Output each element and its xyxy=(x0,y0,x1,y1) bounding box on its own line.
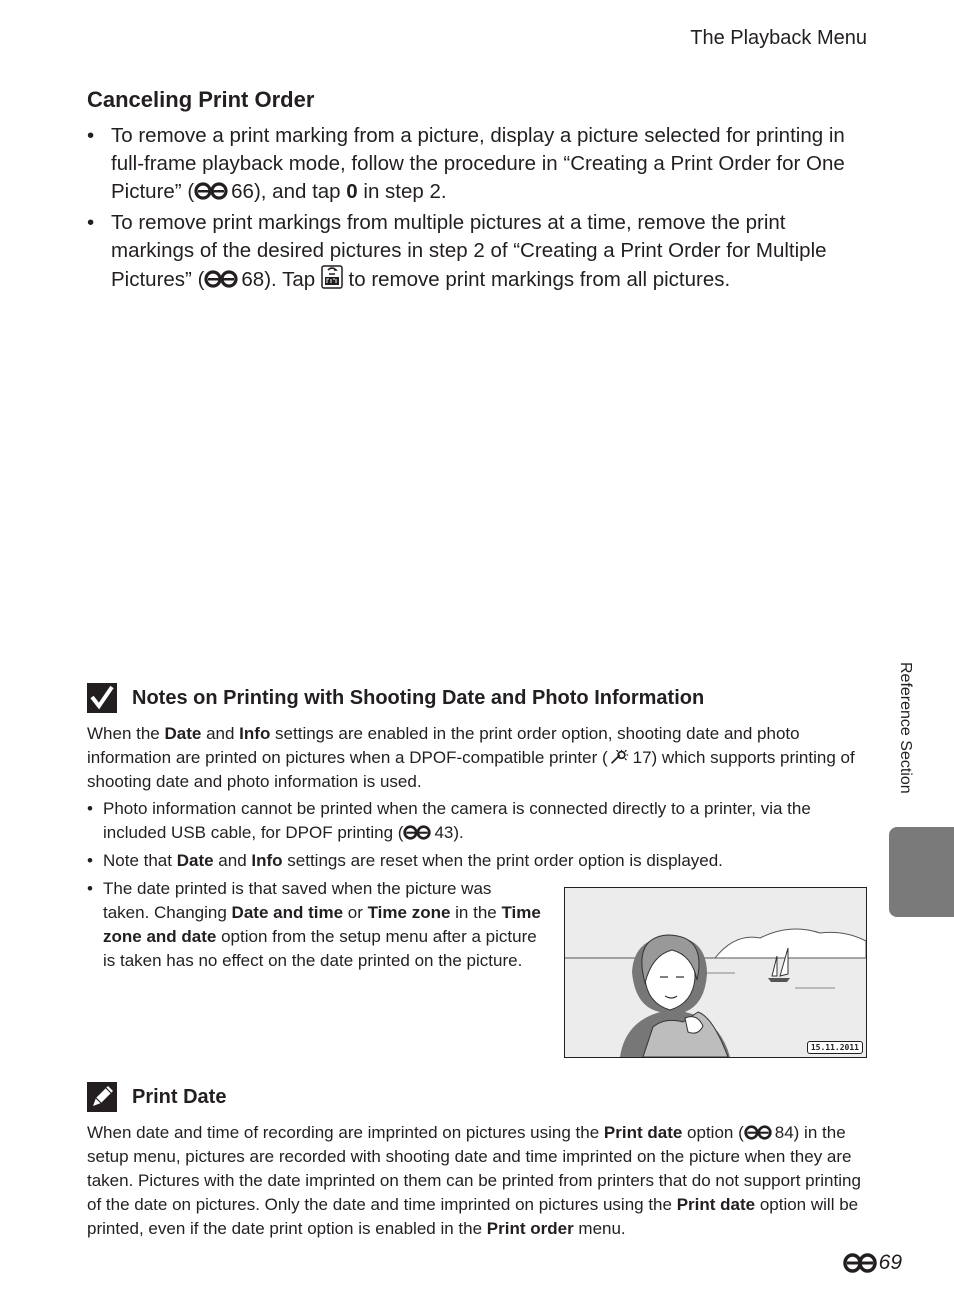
page-number: 69 xyxy=(843,1251,902,1275)
pencil-icon xyxy=(87,1082,117,1112)
notes-heading: Notes on Printing with Shooting Date and Photo Information xyxy=(132,687,705,709)
list-item: • Photo information cannot be printed when the camera is connected directly to a printer, via the included USB cable, for DPOF printing ( 43). xyxy=(87,797,862,845)
list-item: • Note that Date and Info settings are reset when the print order option is displayed. xyxy=(87,849,862,873)
running-header: The Playback Menu xyxy=(690,27,867,49)
notes-list xyxy=(87,797,862,877)
checkmark-icon xyxy=(87,683,117,713)
canceling-instructions-list xyxy=(87,122,872,297)
print-date-paragraph: When date and time of recording are imprinted on pictures using the Print date option ( 84) in the setup menu, pictures are recorded with shooting date and time imprinted on the picture when they are taken. Pictures with the date imprinted on them can be printed from printers that do not support printing of the date on pictures. Only the date and time imprinted on pictures using the Print date option will be printed, even if the date print option is enabled in the Print order menu. xyxy=(87,1123,861,1238)
section-heading-canceling-print-order: Canceling Print Order xyxy=(87,87,315,112)
print-date-heading: Print Date xyxy=(132,1086,227,1108)
section-thumb-tab xyxy=(889,827,954,917)
reference-section-icon xyxy=(744,1125,772,1140)
notes-intro-paragraph: When the Date and Info settings are enabled in the print order option, shooting date and photo information are printed on pictures when a DPOF-compatible printer ( 17) which supports printing of shooting date and photo information is used. xyxy=(87,724,855,791)
sample-photo-with-date xyxy=(564,887,867,1058)
list-item: • To remove print markings from multiple pictures at a time, remove the print markings of the desired pictures in step 2 of “Creating a Print Order for Multiple Pictures” ( 68). Tap to remove print markings from all pictures. xyxy=(87,209,872,294)
side-section-label: Reference Section xyxy=(897,662,914,794)
photo-illustration xyxy=(565,888,866,1057)
getting-started-ref-icon xyxy=(608,750,630,765)
reference-section-icon xyxy=(194,182,228,200)
list-item: • The date printed is that saved when the picture was taken. Changing Date and time or Time zone in the Time zone and date option from the setup menu after a picture is taken has no effect on the date printed on the picture. xyxy=(87,877,542,973)
notes-list-continued xyxy=(87,877,542,973)
date-imprint: 15.11.2011 xyxy=(807,1041,863,1054)
reset-icon xyxy=(321,265,343,289)
list-item: • To remove a print marking from a picture, display a picture selected for printing in full-frame playback mode, follow the procedure in “Creating a Print Order for One Picture” ( 66), and tap 0 in step 2. xyxy=(87,122,872,206)
reference-section-icon xyxy=(403,825,431,840)
key-zero: 0 xyxy=(346,180,358,203)
reference-section-icon xyxy=(204,270,238,288)
reference-section-icon xyxy=(843,1252,877,1274)
